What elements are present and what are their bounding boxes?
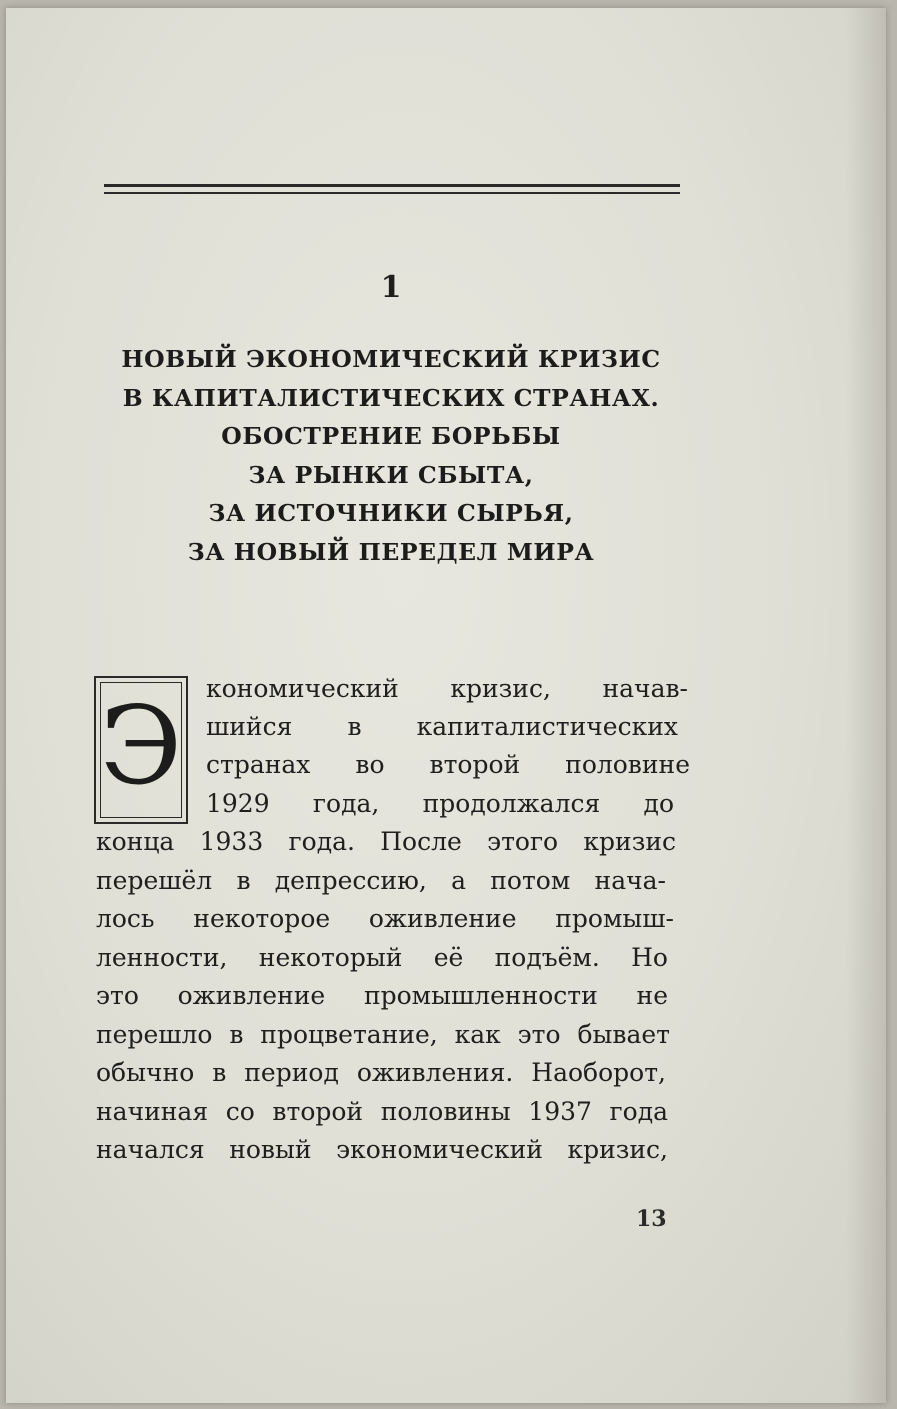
body-text-line: конца 1933 года. После этого кризис [96, 827, 676, 856]
body-text-line: начиная со второй половины 1937 года [96, 1097, 668, 1126]
chapter-title-line: ОБОСТРЕНИЕ БОРЬБЫ [221, 422, 561, 450]
body-text-line: перешёл в депрессию, а потом нача- [96, 866, 666, 895]
chapter-title-line: ЗА ИСТОЧНИКИ СЫРЬЯ, [208, 499, 574, 527]
header-rule-thin [104, 192, 680, 194]
body-text-line: лось некоторое оживление промыш- [96, 904, 674, 933]
body-text-line: 1929 года, продолжался до [206, 789, 674, 818]
body-text-line: начался новый экономический кризис, [96, 1135, 668, 1164]
chapter-number: 1 [380, 270, 402, 305]
book-page [6, 8, 886, 1403]
body-text-line: перешло в процветание, как это бывает [96, 1020, 670, 1049]
chapter-title-line: ЗА РЫНКИ СБЫТА, [248, 460, 534, 489]
chapter-title-line: ЗА НОВЫЙ ПЕРЕДЕЛ МИРА [187, 537, 595, 566]
chapter-title-line: В КАПИТАЛИСТИЧЕСКИХ СТРАНАХ. [122, 383, 660, 412]
header-rule-thick [104, 184, 680, 187]
drop-cap-letter: Э [99, 684, 183, 809]
body-text-line: шийся в капиталистических [206, 712, 678, 741]
drop-cap-frame [94, 676, 188, 824]
body-text-line: ленности, некоторый её подъём. Но [96, 943, 668, 972]
body-text-line: это оживление промышленности не [96, 981, 668, 1010]
body-text-line: обычно в период оживления. Наоборот, [96, 1058, 666, 1087]
body-text-line: кономический кризис, начав- [206, 674, 688, 703]
chapter-title [106, 340, 676, 571]
page-number: 13 [636, 1206, 667, 1232]
chapter-title-line: НОВЫЙ ЭКОНОМИЧЕСКИЙ КРИЗИС [121, 345, 661, 373]
page-spine-shadow [846, 8, 886, 1403]
body-text-line: странах во второй половине [206, 750, 690, 779]
